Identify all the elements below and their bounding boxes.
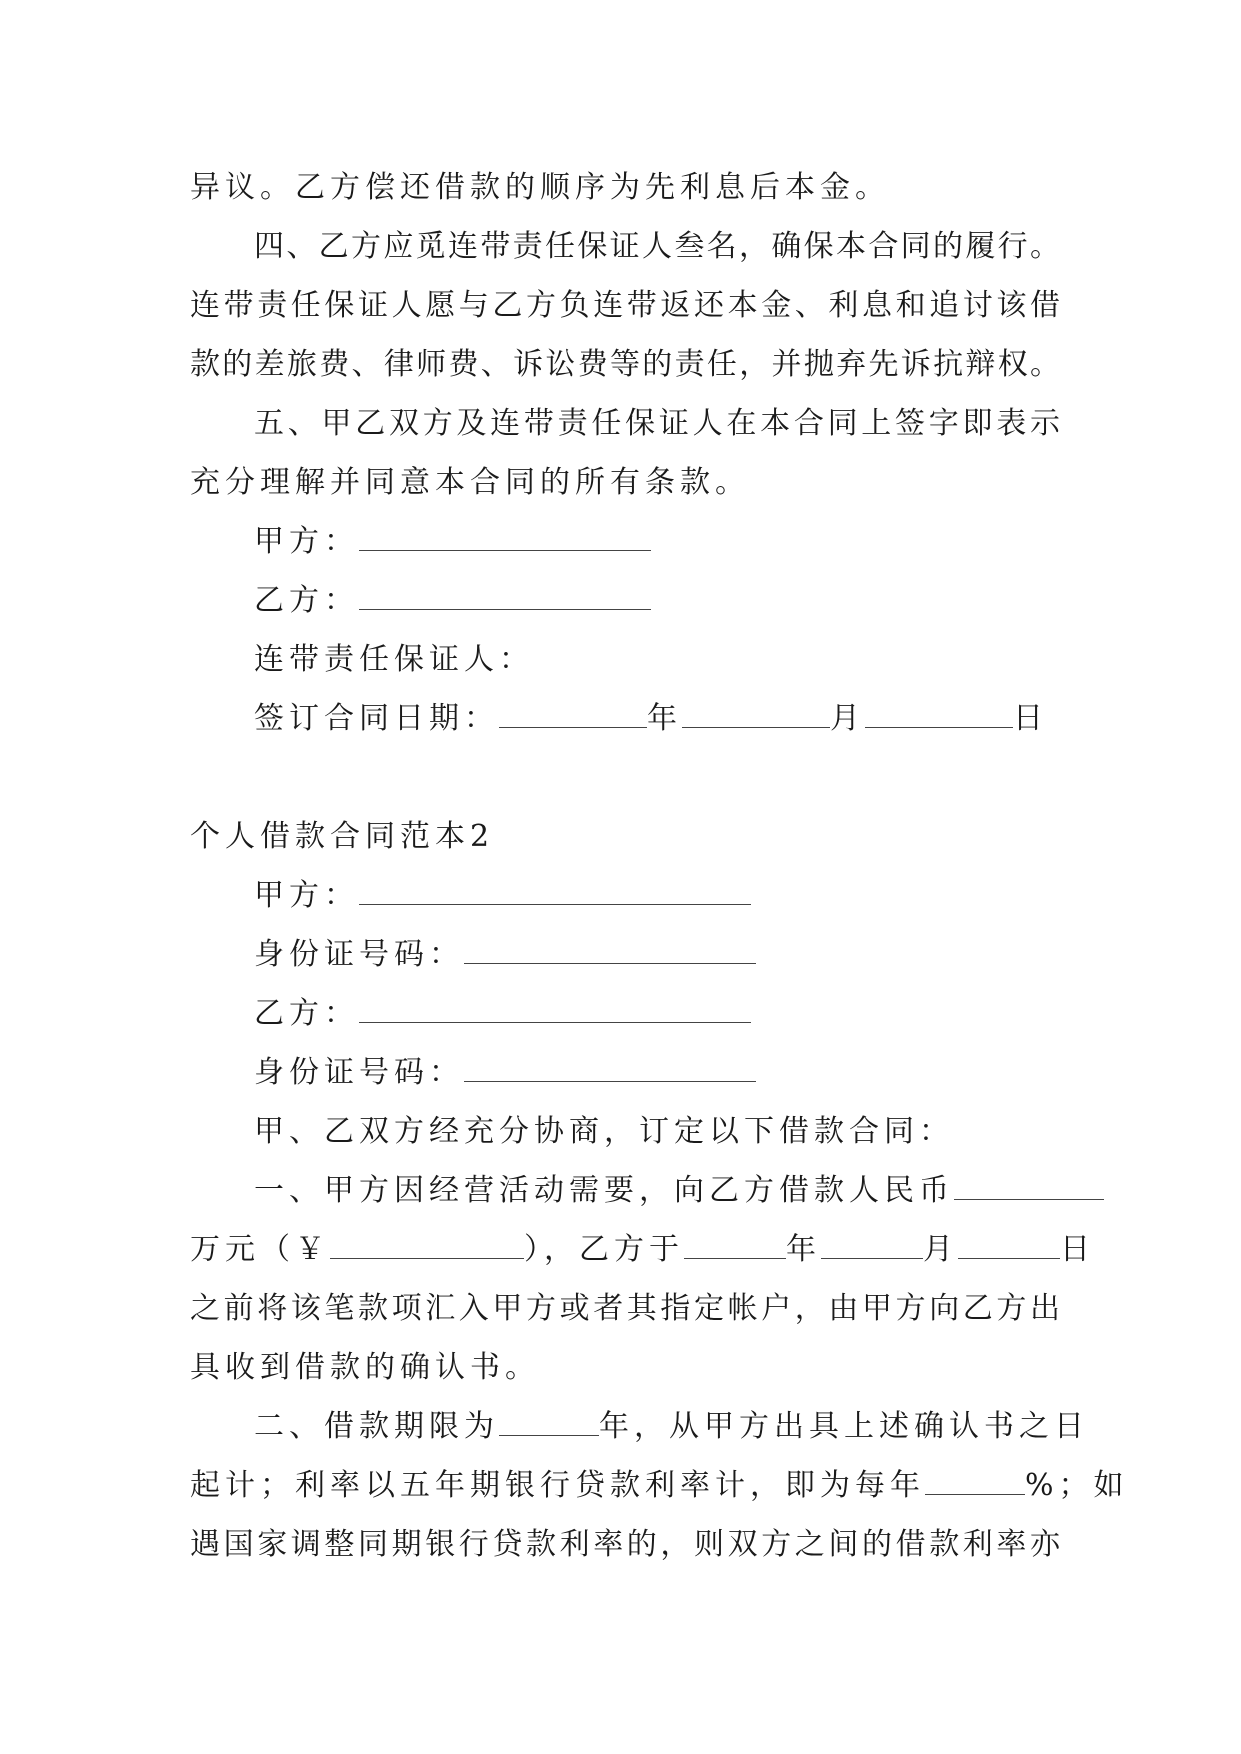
text-line: 充分理解并同意本合同的所有条款。 [190, 465, 750, 500]
party-b-name-blank[interactable] [359, 1002, 751, 1023]
party-a-signature-line: 甲方： [190, 512, 1060, 571]
interest-rate-line: 起计；利率以五年期银行贷款利率计，即为每年 %；如 [190, 1468, 1129, 1503]
party-a-id-blank[interactable] [464, 943, 756, 964]
clause-2-line: 二、借款期限为 年，从甲方出具上述确认书之日 [254, 1409, 1089, 1444]
text-line: 具收到借款的确认书。 [190, 1350, 540, 1385]
clause-5-line: 五、甲乙双方及连带责任保证人在本合同上签字即表示 [254, 406, 1060, 441]
party-b-signature-blank[interactable] [359, 589, 651, 610]
party-b-line: 乙方： [190, 984, 1060, 1043]
guarantor-signature-line: 连带责任保证人： [254, 642, 534, 677]
amount-date-line: 万元（￥ ），乙方于 年 月 日 [190, 1232, 1095, 1267]
text-line: 连带责任保证人愿与乙方负连带返还本金、利息和追讨该借 [190, 288, 1060, 323]
loan-amount-figure-blank[interactable] [330, 1238, 524, 1259]
section-gap [190, 748, 1060, 807]
party-b-id-blank[interactable] [464, 1061, 756, 1082]
year-blank[interactable] [499, 707, 647, 728]
loan-amount-blank[interactable] [954, 1179, 1104, 1200]
transfer-day-blank[interactable] [958, 1238, 1060, 1259]
section-title: 个人借款合同范本2 [190, 819, 495, 854]
text-line: 款的差旅费、律师费、诉讼费等的责任，并抛弃先诉抗辩权。 [190, 347, 1060, 382]
party-a-line: 甲方： [190, 866, 1060, 925]
transfer-year-blank[interactable] [684, 1238, 786, 1259]
text-line: 遇国家调整同期银行贷款利率的，则双方之间的借款利率亦 [190, 1527, 1060, 1562]
transfer-month-blank[interactable] [821, 1238, 923, 1259]
signing-date-line: 签订合同日期： 年 月 日 [254, 701, 1048, 736]
agreement-intro-line: 甲、乙双方经充分协商，订定以下借款合同： [254, 1114, 954, 1149]
party-b-id-line: 身份证号码： [190, 1043, 1060, 1102]
month-blank[interactable] [682, 707, 830, 728]
party-a-name-blank[interactable] [359, 884, 751, 905]
interest-rate-blank[interactable] [925, 1474, 1025, 1495]
text-line: 异议。乙方偿还借款的顺序为先利息后本金。 [190, 170, 890, 205]
party-b-signature-line: 乙方： [190, 571, 1060, 630]
text-line: 之前将该笔款项汇入甲方或者其指定帐户，由甲方向乙方出 [190, 1291, 1060, 1326]
party-a-signature-blank[interactable] [359, 530, 651, 551]
day-blank[interactable] [865, 707, 1013, 728]
clause-1-line: 一、甲方因经营活动需要，向乙方借款人民币 [190, 1161, 1060, 1220]
party-a-id-line: 身份证号码： [190, 925, 1060, 984]
document-page [190, 158, 1129, 1574]
loan-term-blank[interactable] [499, 1415, 599, 1436]
clause-4-line: 四、乙方应觅连带责任保证人叁名，确保本合同的履行。 [254, 229, 1060, 264]
